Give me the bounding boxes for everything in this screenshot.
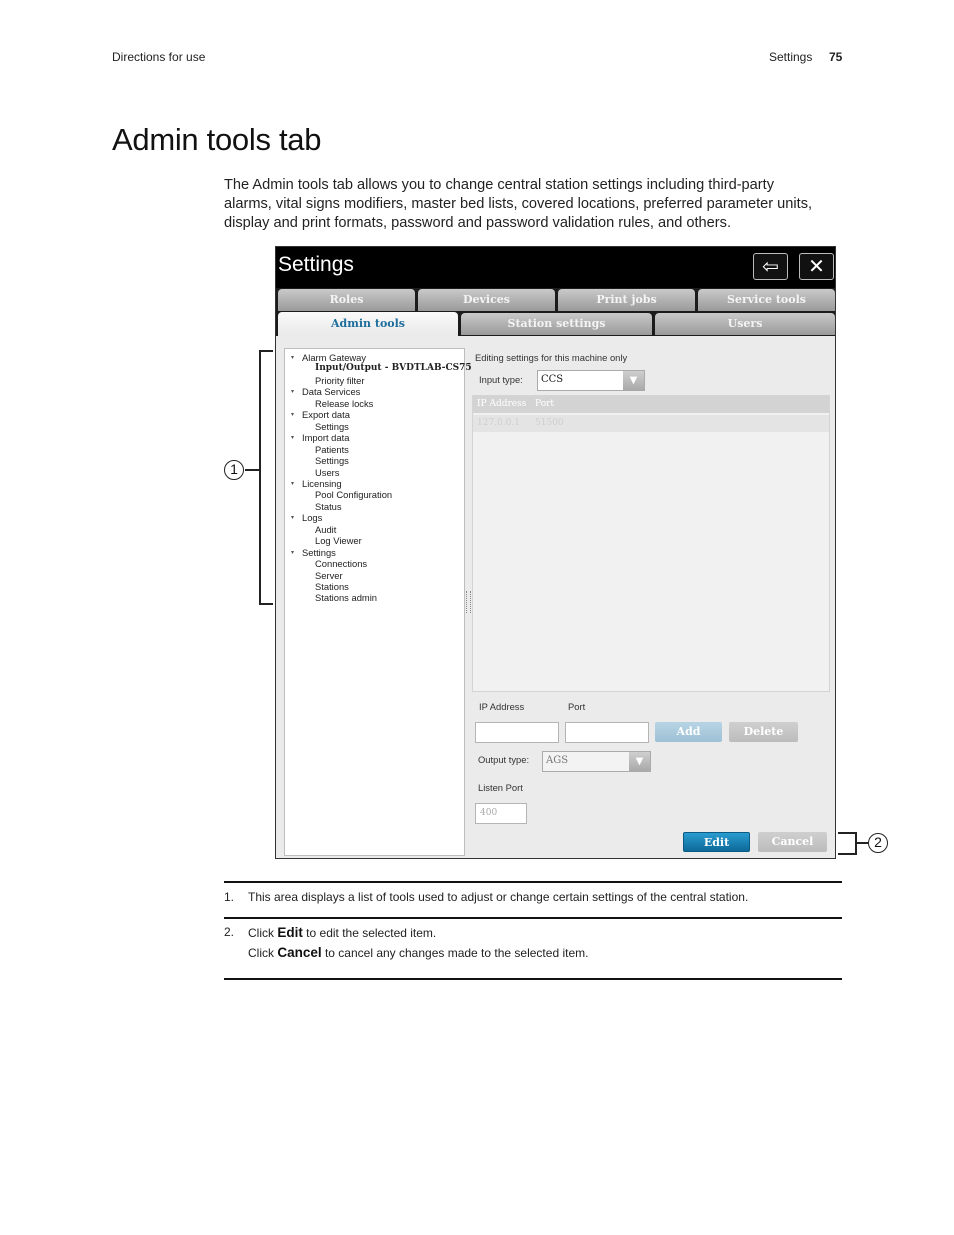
tab-bar (276, 288, 835, 338)
note-2-cancel-term: Cancel (277, 945, 322, 960)
callout-2-leader (855, 842, 869, 844)
tab-devices[interactable]: Devices (418, 289, 555, 311)
listen-port-label: Listen Port (478, 782, 523, 793)
expand-arrow-icon[interactable]: ▾ (291, 389, 295, 396)
notes-rule-bottom (224, 978, 842, 980)
expand-arrow-icon[interactable]: ▾ (291, 355, 295, 361)
tree-item[interactable]: Data Services (302, 386, 361, 398)
listen-port-input[interactable]: 400 (475, 803, 527, 824)
expand-arrow-icon[interactable]: ▾ (291, 412, 295, 419)
note-1-text: This area displays a list of tools used to adjust or change certain settings of the central station. (248, 890, 749, 904)
chevron-down-icon: ▼ (629, 752, 650, 771)
table-row[interactable] (473, 415, 829, 432)
column-port: Port (535, 399, 555, 409)
notes-rule-top (224, 881, 842, 883)
table-header (473, 396, 829, 413)
expand-arrow-icon[interactable]: ▾ (291, 515, 295, 522)
input-type-value: CCS (541, 374, 564, 385)
editing-note: Editing settings for this machine only (475, 352, 628, 363)
tab-station-settings[interactable]: Station settings (461, 313, 652, 335)
tree-item[interactable]: Log Viewer (315, 535, 362, 547)
callout-2-bracket-top (838, 832, 856, 834)
tab-print-jobs[interactable]: Print jobs (558, 289, 695, 311)
note-2-line-2-suffix: to cancel any changes made to the selected item. (321, 946, 589, 960)
running-header-left: Directions for use (112, 50, 206, 64)
port-label: Port (568, 701, 586, 712)
note-2-line-2-prefix: Click (248, 946, 278, 960)
tree-item[interactable]: Input/Output - BVDTLAB-CS75 (315, 363, 472, 374)
tree-item[interactable]: Audit (315, 523, 337, 535)
note-2-line-1-suffix: to edit the selected item. (302, 926, 437, 940)
callout-2-bracket (855, 832, 857, 855)
note-1-number: 1. (224, 890, 235, 904)
output-type-label: Output type: (478, 754, 530, 765)
tree-item[interactable]: Stations (315, 581, 349, 592)
callout-1-bracket (259, 350, 261, 604)
page-number: 75 (829, 50, 843, 64)
cell-ip-address: 127.0.0.1 (477, 418, 520, 428)
tree-item[interactable]: Status (315, 500, 342, 512)
window-title: Settings (278, 253, 354, 276)
intro-paragraph: The Admin tools tab allows you to change central station settings including third-party alarms, vital signs modifiers, master bed lists, covered locations, preferred parameter units, display and print formats, password and password validation rules, and others. (224, 177, 813, 231)
tree-item[interactable]: Users (315, 466, 340, 478)
port-input[interactable] (565, 722, 649, 743)
ip-port-table (472, 395, 830, 692)
tree-item[interactable]: Settings (302, 546, 336, 558)
delete-button[interactable]: Delete (729, 722, 798, 742)
callout-2-marker: 2 (868, 833, 888, 853)
tree-item[interactable]: Stations admin (315, 592, 378, 604)
tree-item[interactable]: Release locks (315, 397, 374, 409)
tree-item[interactable]: Import data (302, 432, 350, 444)
expand-arrow-icon[interactable]: ▾ (291, 435, 295, 442)
admin-tools-panel (276, 336, 835, 858)
output-type-value: AGS (546, 755, 569, 766)
tree-item[interactable]: Licensing (302, 477, 342, 489)
chevron-down-icon: ▼ (623, 371, 644, 390)
tree-item[interactable]: Settings (315, 455, 349, 467)
tree-item[interactable]: Connections (315, 558, 368, 570)
tab-admin-tools[interactable]: Admin tools (278, 312, 458, 338)
tab-users[interactable]: Users (655, 313, 835, 335)
note-2-number: 2. (224, 925, 235, 939)
notes-rule-middle (224, 917, 842, 919)
add-button[interactable]: Add (655, 722, 722, 742)
page-title: Admin tools tab (112, 122, 322, 157)
callout-1-marker: 1 (224, 460, 244, 480)
note-2-line-1-prefix: Click (248, 926, 278, 940)
note-2-line-1 (248, 925, 436, 940)
callout-1-bracket-bottom (259, 603, 273, 605)
input-type-label: Input type: (479, 374, 523, 385)
running-header-section: Settings (769, 50, 813, 64)
edit-button[interactable]: Edit (683, 832, 750, 852)
tree-item[interactable]: Alarm Gateway (302, 352, 367, 363)
close-icon[interactable]: ✕ (799, 253, 834, 280)
tab-roles[interactable]: Roles (278, 289, 415, 311)
expand-arrow-icon[interactable]: ▾ (291, 549, 295, 556)
tools-tree (284, 348, 472, 856)
tree-item[interactable]: Server (315, 569, 343, 581)
window-titlebar (276, 247, 835, 288)
ip-address-label: IP Address (479, 701, 525, 712)
logout-icon[interactable]: ⇦ (753, 253, 788, 280)
note-2-edit-term: Edit (277, 925, 303, 940)
note-2-line-2 (248, 945, 588, 960)
tree-item[interactable]: Priority filter (315, 374, 365, 386)
cell-port: 51500 (535, 418, 564, 428)
callout-2-bracket-bottom (838, 853, 856, 855)
output-type-select[interactable] (542, 751, 651, 772)
tree-item[interactable]: Export data (302, 409, 350, 421)
tree-item[interactable]: Settings (315, 420, 349, 432)
tree-item[interactable]: Pool Configuration (315, 489, 393, 501)
ip-address-input[interactable] (475, 722, 559, 743)
input-type-select[interactable] (537, 370, 645, 391)
column-ip-address: IP Address (477, 399, 527, 409)
tab-service-tools[interactable]: Service tools (698, 289, 835, 311)
cancel-button[interactable]: Cancel (758, 832, 827, 852)
callout-1-bracket-top (259, 350, 273, 352)
tree-item[interactable]: Logs (302, 512, 323, 524)
tree-item[interactable]: Patients (315, 443, 349, 455)
settings-screenshot (275, 246, 836, 859)
expand-arrow-icon[interactable]: ▾ (291, 480, 295, 487)
splitter-handle[interactable] (466, 591, 471, 613)
callout-1-leader (245, 469, 260, 471)
